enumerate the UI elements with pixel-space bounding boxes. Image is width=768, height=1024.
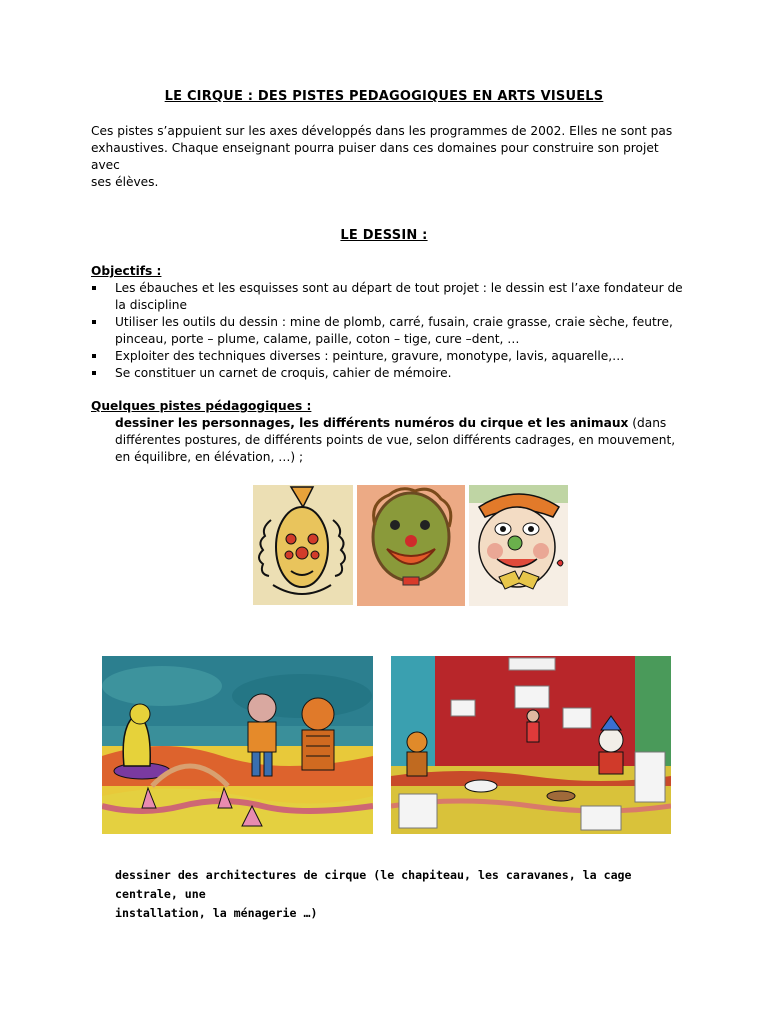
intro-line: Ces pistes s’appuient sur les axes développés dans les programmes de 2002. Elles ne sont pas <box>91 124 673 138</box>
intro-line: exhaustives. Chaque enseignant pourra puiser dans ces domaines pour construire son projet avec <box>91 141 659 172</box>
bullet-icon <box>92 320 96 324</box>
pistes-label: Quelques pistes pédagogiques : <box>91 399 312 413</box>
list-item <box>91 280 691 314</box>
list-item <box>91 314 691 348</box>
clown-drawing-image <box>469 485 568 606</box>
clown-drawing-image <box>253 485 353 605</box>
piste-personnages <box>91 415 691 466</box>
piste-line: en équilibre, en élévation, …) ; <box>115 450 304 464</box>
list-item-line: pinceau, porte – plume, calame, paille, coton – tige, cure –dent, … <box>115 332 520 346</box>
list-item <box>91 365 691 382</box>
list-item-line: Les ébauches et les esquisses sont au départ de tout projet : le dessin est l’axe fondateur de <box>115 281 683 295</box>
piste-line: dessiner des architectures de cirque (le chapiteau, les caravanes, la cage centrale, une <box>115 868 632 901</box>
piste-line <box>115 415 691 432</box>
clown-drawing-image <box>357 485 465 606</box>
bullet-icon <box>92 371 96 375</box>
list-item-line: la discipline <box>115 298 188 312</box>
objectifs-label: Objectifs : <box>91 264 162 278</box>
list-item-line: Se constituer un carnet de croquis, cahier de mémoire. <box>115 366 452 380</box>
circus-painting-image <box>102 656 373 834</box>
list-item-line: Exploiter des techniques diverses : peinture, gravure, monotype, lavis, aquarelle,… <box>115 349 625 363</box>
section-title: LE DESSIN : <box>340 228 428 243</box>
circus-painting-image <box>391 656 671 834</box>
objectifs-block <box>91 263 691 382</box>
objectifs-list <box>91 280 691 382</box>
bullet-icon <box>92 354 96 358</box>
piste-bold-text: dessiner les personnages, les différents numéros du cirque et les animaux <box>115 416 629 430</box>
bullet-icon <box>92 286 96 290</box>
piste-line: installation, la ménagerie …) <box>115 906 318 920</box>
piste-architectures <box>115 866 675 923</box>
list-item-line: Utiliser les outils du dessin : mine de plomb, carré, fusain, craie grasse, craie sèche, feutre, <box>115 315 673 329</box>
list-item <box>91 348 691 365</box>
intro-paragraph <box>91 123 691 191</box>
intro-line: ses élèves. <box>91 175 159 189</box>
pistes-block <box>91 398 691 466</box>
piste-text: (dans <box>628 416 667 430</box>
piste-line: différentes postures, de différents points de vue, selon différents cadrages, en mouvement, <box>115 433 676 447</box>
page-title: LE CIRQUE : DES PISTES PEDAGOGIQUES EN ARTS VISUELS <box>164 89 604 104</box>
